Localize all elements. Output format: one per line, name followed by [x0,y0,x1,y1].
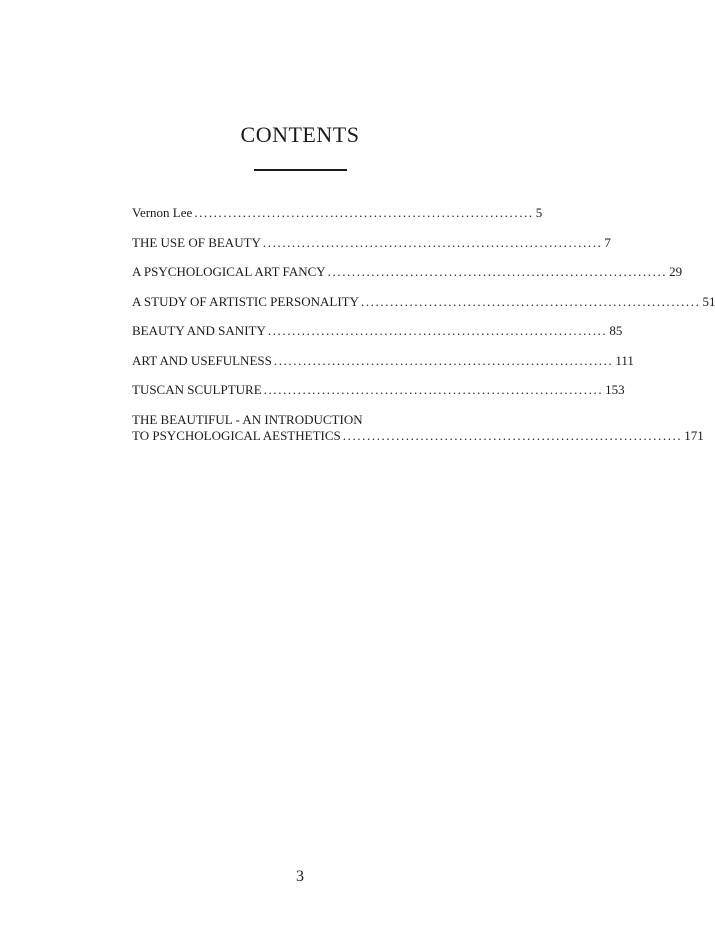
toc-entry-page: 5 [535,205,543,220]
toc-entry-page: 171 [684,427,704,443]
toc-entry-title: TUSCAN SCULPTURE [132,382,262,397]
toc-entry-page: 29 [669,264,683,279]
title-divider [254,169,347,171]
toc-leader-dots: ...................................................................... [263,382,604,397]
toc-entry-title: A PSYCHOLOGICAL ART FANCY [132,264,326,279]
toc-entry-page: 111 [615,352,634,368]
toc-leader-dots: ...................................................................... [267,323,608,338]
toc-entry-title: Vernon Lee [132,205,193,220]
toc-entry-second-line [132,427,704,444]
toc-entry-title-line1: THE BEAUTIFUL - AN INTRODUCTION [132,411,363,427]
toc-entry-art-and-usefulness[interactable] [132,352,634,369]
toc-leader-dots: ...................................................................... [273,352,614,368]
toc-entry-title: THE USE OF BEAUTY [132,234,261,250]
toc-leader-dots: ...................................................................... [194,205,534,220]
toc-entry-artistic-personality[interactable] [132,293,715,310]
toc-entry-use-of-beauty[interactable] [132,234,611,251]
toc-entry-title-line2: TO PSYCHOLOGICAL AESTHETICS [132,427,341,443]
toc-entry-beauty-and-sanity[interactable] [132,323,623,339]
toc-entry-page: 51 [702,293,715,309]
toc-entry-page: 85 [609,323,623,338]
toc-entry-title: A STUDY OF ARTISTIC PERSONALITY [132,293,359,309]
page-number: 3 [296,868,304,885]
toc-leader-dots: ...................................................................... [342,427,683,443]
toc-entry-vernon-lee[interactable] [132,205,543,221]
toc-entry-psychological-art-fancy[interactable] [132,264,683,280]
toc-leader-dots: ...................................................................... [327,264,668,279]
toc-leader-dots: ...................................................................... [360,293,701,309]
toc-leader-dots: ...................................................................... [262,234,603,250]
toc-entry-title: BEAUTY AND SANITY [132,323,266,338]
toc-entry-page: 153 [605,382,625,397]
table-of-contents [132,205,715,444]
toc-entry-tuscan-sculpture[interactable] [132,382,625,398]
toc-entry-page: 7 [604,234,611,250]
toc-entry-title: ART AND USEFULNESS [132,352,272,368]
page-title: CONTENTS [240,122,360,147]
toc-entry-the-beautiful[interactable] [132,411,704,444]
